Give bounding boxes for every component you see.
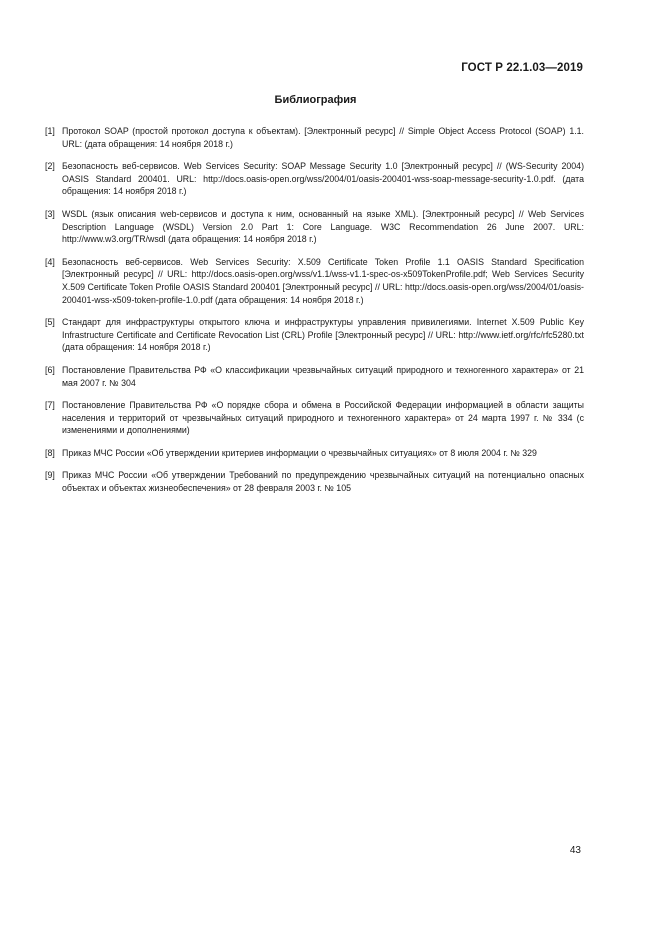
page-title: Библиография — [274, 94, 357, 106]
reference-number: [7] — [45, 400, 55, 411]
bibliography-item — [45, 399, 584, 437]
bibliography-item — [45, 125, 584, 150]
reference-number: [9] — [45, 470, 55, 481]
reference-number: [3] — [45, 208, 55, 219]
bibliography-item — [45, 256, 584, 306]
bibliography-item — [45, 208, 584, 246]
reference-number: [4] — [45, 256, 55, 267]
page-number: 43 — [569, 845, 581, 856]
reference-number: [6] — [45, 364, 55, 375]
reference-text: Безопасность веб-сервисов. Web Services Security: X.509 Certificate Token Profile 1.1 OASIS Standard Specification [Электронный ресурс] // URL: http://docs.oasis-open.org/wss/v1.1/wss-v1.1-spec-os-x509TokenProfile.pdf; Web Services Security X.509 Certificate Token Profile OASIS Standard 200401 [Электронный ресурс] // URL: http://docs.oasis-open.org/wss/2004/01/oasis-200401-wss-x509-token-profile-1.0.pdf (дата обращения: 14 ноября 2018 г.) — [62, 256, 584, 305]
bibliography-item — [45, 364, 584, 389]
document-code: ГОСТ Р 22.1.03—2019 — [461, 62, 583, 74]
reference-text: Постановление Правительства РФ «О классификации чрезвычайных ситуаций природного и техногенного характера» от 21 мая 2007 г. № 304 — [62, 364, 584, 388]
bibliography-item — [45, 469, 584, 494]
reference-number: [5] — [45, 317, 55, 328]
reference-number: [2] — [45, 161, 55, 172]
bibliography-list — [45, 125, 584, 505]
reference-text: Стандарт для инфраструктуры открытого ключа и инфраструктуры управления привилегиями. Internet X.509 Public Key Infrastructure Certificate and Certificate Revocation List (CRL) Profile [Электронный ресурс] // URL: http://www.ietf.org/rfc/rfc5280.txt (дата обращения: 14 ноября 2018 г.) — [62, 317, 584, 353]
reference-text: Приказ МЧС России «Об утверждении критериев информации о чрезвычайных ситуациях» от 8 июля 2004 г. № 329 — [62, 447, 537, 458]
reference-text: Постановление Правительства РФ «О порядке сбора и обмена в Российской Федерации информацией в области защиты населения и территорий от чрезвычайных ситуаций природного и техногенного характера» от 24 марта 1997 г. № 334 (с изменениями и дополнениями) — [62, 400, 584, 436]
reference-number: [1] — [45, 126, 55, 136]
bibliography-item — [45, 316, 584, 354]
bibliography-item — [45, 447, 584, 460]
reference-text: Безопасность веб-сервисов. Web Services Security: SOAP Message Security 1.0 [Электронный ресурс] // (WS-Security 2004) OASIS Standard 200401. URL: http://docs.oasis-open.org/wss/2004/01/oasis-200401-wss-soap-message-security-1.0.pdf. (дата обращения: 14 ноября 2018 г.) — [62, 161, 584, 197]
reference-text: WSDL (язык описания web-сервисов и доступа к ним, основанный на языке XML). [Электронный ресурс] // Web Services Description Language (WSDL) Version 2.0 Part 1: Core Language. W3C Recommendation 26 June 2007. URL: http://www.w3.org/TR/wsdl (дата обращения: 14 ноября 2018 г.) — [62, 208, 584, 245]
reference-number: [8] — [45, 447, 55, 458]
reference-text: Протокол SOAP (простой протокол доступа к объектам). [Электронный ресурс] // Simple Object Access Protocol (SOAP) 1.1. URL: (дата обращения: 14 ноября 2018 г.) — [62, 126, 584, 149]
bibliography-item — [45, 160, 584, 198]
reference-text: Приказ МЧС России «Об утверждении Требований по предупреждению чрезвычайных ситуаций на потенциально опасных объектах и объектах жизнеобеспечения» от 28 февраля 2003 г. № 105 — [62, 470, 584, 494]
